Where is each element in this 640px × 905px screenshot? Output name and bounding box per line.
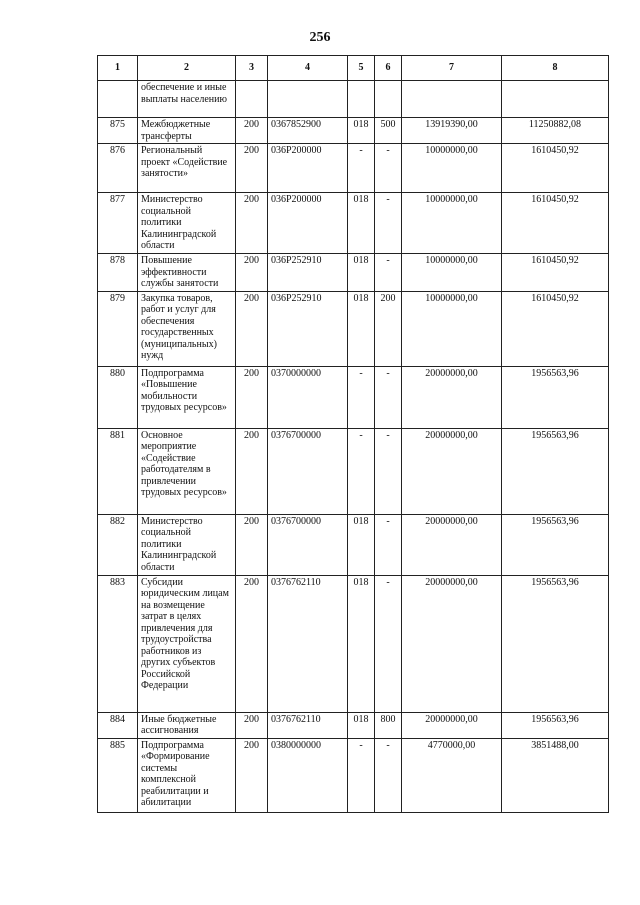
code-cell: 036P252910 [268, 291, 348, 366]
col5-cell: 018 [348, 514, 375, 575]
code-cell [268, 81, 348, 118]
col3-cell: 200 [236, 254, 268, 292]
table-row [98, 366, 609, 428]
amount-cell: 10000000,00 [402, 144, 502, 193]
name-cell: Повышение эффективности службы занятости [138, 254, 236, 292]
col6-cell: - [375, 366, 402, 428]
name-cell: Субсидии юридическим лицам на возмещение затрат в целях привлечения для трудоустройства работников из других субъектов Российской Федерации [138, 575, 236, 712]
amount-cell: 20000000,00 [402, 575, 502, 712]
page-number: 256 [309, 30, 331, 45]
amount-cell: 3851488,00 [502, 738, 609, 812]
amount-cell: 1610450,92 [502, 254, 609, 292]
col3-cell: 200 [236, 193, 268, 254]
table-row [98, 428, 609, 514]
amount-cell: 1956563,96 [502, 428, 609, 514]
row-number-cell: 883 [98, 575, 138, 712]
amount-cell: 10000000,00 [402, 254, 502, 292]
col5-cell: 018 [348, 712, 375, 738]
col6-cell: - [375, 193, 402, 254]
code-cell: 0370000000 [268, 366, 348, 428]
table-row [98, 81, 609, 118]
header-row [98, 56, 609, 81]
col6-cell: - [375, 514, 402, 575]
row-number-cell: 881 [98, 428, 138, 514]
amount-cell: 13919390,00 [402, 118, 502, 144]
col5-cell: - [348, 366, 375, 428]
table-row [98, 254, 609, 292]
table-row [98, 291, 609, 366]
code-cell: 0376762110 [268, 575, 348, 712]
col5-cell: - [348, 428, 375, 514]
row-number-cell: 877 [98, 193, 138, 254]
amount-cell: 20000000,00 [402, 712, 502, 738]
col6-cell: 800 [375, 712, 402, 738]
code-cell: 0376700000 [268, 428, 348, 514]
name-cell: Иные бюджетные ассигнования [138, 712, 236, 738]
code-cell: 0376762110 [268, 712, 348, 738]
col3-cell: 200 [236, 514, 268, 575]
amount-cell [502, 81, 609, 118]
table-row [98, 712, 609, 738]
col3-cell: 200 [236, 291, 268, 366]
amount-cell: 11250882,08 [502, 118, 609, 144]
col5-cell [348, 81, 375, 118]
col3-cell: 200 [236, 118, 268, 144]
code-cell: 0380000000 [268, 738, 348, 812]
amount-cell: 1956563,96 [502, 514, 609, 575]
header-cell: 1 [98, 56, 138, 81]
amount-cell: 20000000,00 [402, 514, 502, 575]
col5-cell: 018 [348, 193, 375, 254]
col6-cell: - [375, 428, 402, 514]
amount-cell [402, 81, 502, 118]
col3-cell: 200 [236, 712, 268, 738]
row-number-cell: 879 [98, 291, 138, 366]
table-row [98, 118, 609, 144]
name-cell: Региональный проект «Содействие занятости» [138, 144, 236, 193]
code-cell: 0376700000 [268, 514, 348, 575]
table-row [98, 193, 609, 254]
amount-cell: 1610450,92 [502, 193, 609, 254]
name-cell: Закупка товаров, работ и услуг для обеспечения государственных (муниципальных) нужд [138, 291, 236, 366]
header-cell: 3 [236, 56, 268, 81]
amount-cell: 10000000,00 [402, 193, 502, 254]
name-cell: Подпрограмма «Формирование системы комплексной реабилитации и абилитации [138, 738, 236, 812]
code-cell: 036P252910 [268, 254, 348, 292]
header-cell: 7 [402, 56, 502, 81]
col3-cell: 200 [236, 575, 268, 712]
row-number-cell [98, 81, 138, 118]
header-cell: 8 [502, 56, 609, 81]
col6-cell: 500 [375, 118, 402, 144]
col6-cell: - [375, 144, 402, 193]
name-cell: Межбюджетные трансферты [138, 118, 236, 144]
col5-cell: 018 [348, 291, 375, 366]
col5-cell: - [348, 144, 375, 193]
col3-cell [236, 81, 268, 118]
budget-table-body [98, 56, 609, 813]
amount-cell: 1956563,96 [502, 712, 609, 738]
row-number-cell: 882 [98, 514, 138, 575]
header-cell: 2 [138, 56, 236, 81]
table-row [98, 144, 609, 193]
code-cell: 036P200000 [268, 193, 348, 254]
col5-cell: 018 [348, 118, 375, 144]
col5-cell: 018 [348, 254, 375, 292]
name-cell: Министерство социальной политики Калининградской области [138, 514, 236, 575]
amount-cell: 10000000,00 [402, 291, 502, 366]
row-number-cell: 884 [98, 712, 138, 738]
table-row [98, 575, 609, 712]
budget-table [97, 55, 609, 813]
name-cell: Подпрограмма «Повышение мобильности трудовых ресурсов» [138, 366, 236, 428]
col6-cell: 200 [375, 291, 402, 366]
col3-cell: 200 [236, 366, 268, 428]
name-cell: Министерство социальной политики Калининградской области [138, 193, 236, 254]
header-cell: 5 [348, 56, 375, 81]
col6-cell [375, 81, 402, 118]
table-row [98, 514, 609, 575]
row-number-cell: 875 [98, 118, 138, 144]
name-cell: обеспечение и иные выплаты населению [138, 81, 236, 118]
amount-cell: 20000000,00 [402, 366, 502, 428]
amount-cell: 20000000,00 [402, 428, 502, 514]
col6-cell: - [375, 575, 402, 712]
col3-cell: 200 [236, 738, 268, 812]
col3-cell: 200 [236, 428, 268, 514]
header-cell: 4 [268, 56, 348, 81]
amount-cell: 1610450,92 [502, 291, 609, 366]
name-cell: Основное мероприятие «Содействие работодателям в привлечении трудовых ресурсов» [138, 428, 236, 514]
row-number-cell: 885 [98, 738, 138, 812]
col3-cell: 200 [236, 144, 268, 193]
col6-cell: - [375, 738, 402, 812]
row-number-cell: 880 [98, 366, 138, 428]
code-cell: 0367852900 [268, 118, 348, 144]
amount-cell: 1956563,96 [502, 575, 609, 712]
col6-cell: - [375, 254, 402, 292]
amount-cell: 1956563,96 [502, 366, 609, 428]
amount-cell: 4770000,00 [402, 738, 502, 812]
header-cell: 6 [375, 56, 402, 81]
amount-cell: 1610450,92 [502, 144, 609, 193]
row-number-cell: 876 [98, 144, 138, 193]
row-number-cell: 878 [98, 254, 138, 292]
col5-cell: 018 [348, 575, 375, 712]
code-cell: 036P200000 [268, 144, 348, 193]
table-row [98, 738, 609, 812]
col5-cell: - [348, 738, 375, 812]
